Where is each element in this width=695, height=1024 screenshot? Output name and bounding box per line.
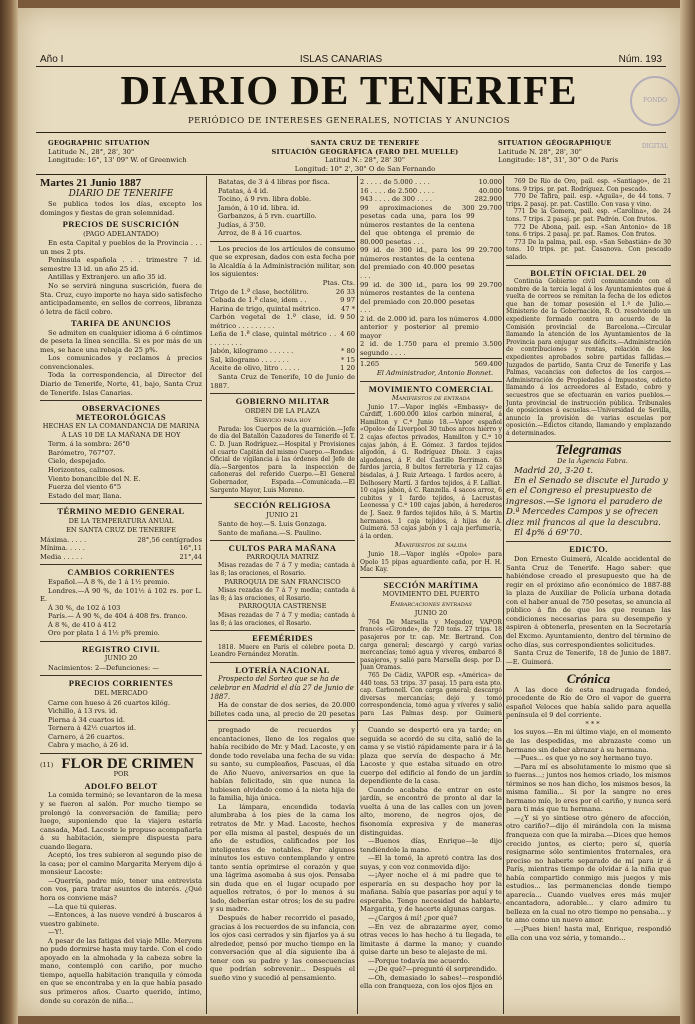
maritime-subtitle-2: Embarcaciones entradas: [390, 599, 472, 608]
civil-registry-text: Nacimientos: 2—Defunciones: —: [48, 663, 160, 672]
serial-text: [40, 791, 202, 1005]
military-subtitle-2: Servicio para hoy: [253, 416, 312, 425]
cereal-key: Cebada de 1.ª clase, idem . .: [210, 296, 307, 305]
cereal-value: 1 20: [340, 364, 355, 373]
weather-line: Estado del mar, llana.: [48, 491, 122, 500]
place-label: ISLAS CANARIAS: [299, 54, 383, 65]
small-masthead: DIARIO DE TENERIFE: [68, 188, 174, 199]
divider: [40, 400, 202, 401]
exchange-line: París.— Á 90 %, de 404 á 408 frs. franco.: [48, 612, 188, 621]
serial-paragraph: Cuando se despertó era ya tarde; en seguida se acordó de su cita, salió de la cama y se vistió rápidamente para ir á la plaza que servía de despacho á Mr. Lacoste y que estaba situado en otro cuerpo del edificio al fondo de un jardín dependiente de la casa.: [360, 726, 502, 786]
lottery-key: 943 . . . . de 300 . . . .: [360, 195, 433, 204]
market-line: Patatas, á 4 id.: [218, 186, 269, 195]
worship-title: CULTOS PARA MAÑANA: [228, 543, 337, 554]
parish-name: PARROQUIA DE SAN FRANCISCO: [224, 577, 341, 586]
masthead-subtitle: PERIÓDICO DE INTERESES GENERALES, NOTICIAS Y ANUNCIOS: [187, 116, 511, 126]
temperature-table: [40, 536, 202, 562]
market-line: Tocino, á 9 rvn. libra doble.: [218, 195, 312, 204]
weather-line: Cielo, despejado.: [48, 457, 106, 466]
cereals-signature: Santa Cruz de Tenerife, 10 de Junio de 1887.: [210, 373, 355, 390]
serial-paragraph: Aceptó, los tres subieron al segundo piso de la casa; por el camino Margarita Meryem dijo á monsieur Lacoste:: [40, 851, 202, 877]
ads-rate-title: TARIFA DE ANUNCIOS: [71, 318, 171, 329]
library-stamp-icon: FONDO DIGITAL: [630, 76, 680, 126]
serial-paragraph: —En vez de abrazarme ayer, como otras veces lo has hecho á tu llegada, te limitaste á darme la mano; y cuando quise darte un beso te alejaste de mi.: [360, 922, 502, 957]
chronicle-paragraph: —¡Pues bien! hasta mal, Enrique, respondió ella con una voz séria, y tomando...: [506, 925, 671, 942]
serial-paragraph: —Buenos días, Enrique—le dijo tendiéndole la mano.: [360, 837, 502, 854]
rule-under-geo: [36, 174, 666, 175]
cereal-key: Sal, kilogramo . . . . . . .: [210, 355, 289, 364]
lottery-intro: Prospecto del Sorteo que se ha de celebrar en Madrid el día 27 de Junio de 1887.: [210, 675, 354, 701]
divider: [210, 540, 355, 541]
newspaper-page: [18, 8, 680, 1016]
weather-list: [40, 440, 202, 500]
divider: [40, 641, 202, 642]
lottery-key: 16 . . . . de 2.500 . . . .: [360, 186, 435, 195]
serial-paragraph: —Querría, padre mío, tener una entrevista con vos, para tratar asuntos de interés. ¿Qué hora os conviene más?: [40, 876, 202, 903]
geo-center-lon: Longitud: 10° 2', 30" O de San Fernando: [294, 164, 436, 173]
serial-paragraph: Después de haber recorrido el pasado, gracias á los recuerdos de su infancia, con los ojos casi cerrados y sin fijarlos ya á su alrededor, pensó por mucho tiempo en la conversación que al día siguiente iba á tener con su padre y las consecuencias que podrían sobrevenir... Después el sueño vino y sucedió al pensamiento.: [210, 914, 355, 982]
chronicle-text: [506, 686, 671, 942]
religious-text-2: Santo de mañana.—S. Paulino.: [218, 528, 322, 537]
arrivals-list: [506, 178, 671, 262]
military-title: GOBIERNO MILITAR: [235, 396, 330, 407]
weather-subtitle: HECHAS EN LA COMANDANCIA DE MARINA Á LAS 10 DE LA MAÑANA DE HOY: [42, 422, 200, 439]
lottery-value: 29.700: [478, 280, 502, 289]
serial-paragraph: A pesar de las fatigas del viaje Mlle. Meryem no pudo dormirse hasta muy tarde. Con el codo apoyado en la almohada y la cabeza sobre la mano, contempló con cariño, por mucho tiempo, aquella habitación tranquila y cómoda en que se encontraba y en la que había pasado sus primeros años. Cuarto querido, íntimo, donde su corazón de niña...: [40, 936, 202, 1005]
temperature-sub1: DE LA TEMPERATURA ANUAL: [68, 516, 174, 525]
cereal-row: [210, 356, 355, 365]
lottery-key: 2 id. de 1.750 para el premio segundo . . . .: [360, 340, 479, 357]
exchange-line: Londres.—Á 90 %, de 101½ á 102 rs. por L. E.: [40, 586, 202, 604]
ship-entry: 769 De Río de Oro, pail. esp. «Santiago», de 21 tons. 9 trips. pr. pat. Rodríguez. Con pescado.: [506, 178, 671, 193]
market-line: Vichillo, á 13 rvs. id.: [48, 707, 118, 716]
edict-title: EDICTO.: [569, 544, 608, 555]
lottery-key: 2 . . . . de 5.000 . . . .: [360, 178, 430, 186]
lottery-signature: El Administrador, Antonio Bonnet.: [376, 369, 494, 378]
telegrams-agency: De la Agencia Fabra.: [557, 457, 628, 466]
parish-name: PARROQUIA MATRIZ: [246, 552, 319, 561]
cereal-row: [210, 330, 355, 347]
cereal-value: * 15: [341, 355, 355, 364]
temp-key: Media . . . . .: [40, 552, 83, 561]
cereal-value: 47 *: [341, 304, 355, 313]
serial-paragraph: Cuando acababa de entrar en este jardín, se encontró de pronto al dar la vuelta á una de las calles con un joven alto, moreno, de negros ojos, de fisonomía expresiva y de maneras distinguidas.: [360, 785, 502, 837]
subscription-line: Antillas y Extranjero. un año 35 id.: [48, 273, 167, 282]
serial-paragraph: pregnado de recuerdos y encantaciones, lleno de los regalos que había recibido de Mr. y Mad. Lacoste, y en donde todo revelaba una fecha de su vida: su santo, su cumpleaños, Pascuas, el día de Año Nuevo, aniversarios en que la habían felicitado, sin que nunca la hubiesen olvidado como á la nieta hija de la familia, hija única.: [210, 726, 355, 803]
commerce-text-2: Junio 18.—Vapor inglés «Opolo» para Opolo 15 pipas aguardiente caña, por H. H. Mac Kay.: [360, 550, 502, 574]
chronicle-paragraph: los suyos.—En mi último viaje, en el momento de las despedidas, me abrazaste como un hermano sin deber abrazar á su hermana.: [506, 728, 671, 754]
rule-under-subtitle: [36, 132, 666, 133]
serial-paragraph: La lámpara, encendida todavía alumbraba á los pies de la cama los retratos de Mr. y Mad. Lacoste, hechos por ella misma al pastel, después de un año de estudios, calificados por los inteligentes de notables. Por algunos minutos los estuvo contemplando y entre tanto sentía oprimirse el corazón y que una lágrima asomaba á sus ojos. Pensaba sin duda que en el lugar ocupado por aquellos retratos, ó por lo menos á su lado, deberían estar otros; los de su padre y su madre.: [210, 802, 355, 914]
market-line: Cabra y macho, á 26 id.: [48, 741, 129, 750]
ephemerides-title: EFEMÉRIDES: [252, 633, 313, 644]
divider: [40, 564, 202, 565]
market-line: Garbanzos, á 5 rvn. cuartillo.: [218, 212, 317, 221]
column-rule-2: [357, 176, 358, 1014]
temp-key: Máxima. . . . .: [40, 535, 87, 544]
lottery-value: 3.500: [482, 340, 502, 349]
year-label: Año I: [40, 54, 64, 65]
cereal-value: * 80: [341, 347, 355, 356]
lottery-value: 40.000: [478, 186, 502, 195]
issue-number: Núm. 193: [618, 54, 662, 65]
lottery-value: 29.700: [478, 203, 502, 212]
geo-right-lat: Latitude N. 28°, 28', 30": [498, 147, 582, 156]
religious-text: Santo de hoy.—S. Luis Gonzaga.: [218, 520, 327, 529]
subscription-line: Península española . . . trimestre 7 id. semestre 13 id. un año 25 id.: [40, 256, 202, 273]
divider: [360, 381, 502, 382]
cereals-head: [210, 279, 355, 288]
book-binding: [0, 0, 18, 1024]
lottery-key: 2 id. de 2.000 id. para los números anterior y posterior al premio mayor: [360, 314, 479, 340]
weather-line: Barómetro, 767°07.: [48, 448, 116, 457]
divider: [210, 497, 355, 498]
geo-left: [48, 139, 198, 165]
religious-title: SECCIÓN RELIGIOSA: [234, 500, 331, 511]
chronicle-paragraph: A las doce de esta madrugada fondeó, procedente de Río de Oro el vapor de guerra español Veloces que había salido para aquella península el 9 del corriente.: [506, 685, 671, 720]
cereal-key: Trigo de 1.ª clase, hectólitro.: [210, 287, 309, 296]
market-line: Jamón, á 10 id. libra. id.: [218, 203, 300, 212]
geo-right-lon: Longitude: 18°, 31', 30" O de Paris: [498, 156, 619, 164]
military-text: Parada: los Cuerpos de la guarnición.—Jefe de día del Batallón Cazadores de Tenerife el T. C. D. Juan Rodríguez.—Hospital y Provisiones el cuarto Capitán del mismo Cuerpo.—Rondas: Oficial de vigilancia á las órdenes del Jefe de día.—Sargentos para la inspección de cañoneras del referido Cuerpo.—El General Gobernador, Espada.—Comunicada.—El Sargento Mayor, Luis Moreno.: [210, 425, 355, 494]
military-subtitle: ORDEN DE LA PLAZA: [245, 406, 320, 415]
lottery-value: 4.000: [482, 314, 502, 323]
divider: [360, 358, 502, 359]
cereal-key: Harina de trigo, quintal métrico.: [210, 304, 321, 313]
serial-paragraph: —La que tú quieras.: [48, 902, 117, 911]
cereal-key: Jabón, kilogramo . . . . . .: [210, 347, 294, 356]
weather-line: Horizontes, calimosos.: [48, 465, 125, 474]
geo-right: [498, 139, 668, 165]
divider: [506, 669, 671, 670]
temp-value: 21°,44: [179, 552, 202, 561]
column-2: [210, 178, 355, 718]
lottery-prizes: [360, 178, 502, 357]
telegrams-place: Madrid 20, 3-20 t.: [514, 465, 594, 476]
market-line: Judías, á 3'50.: [218, 220, 266, 229]
column-rule-1: [206, 176, 207, 1014]
geo-left-heading: GEOGRAPHIC SITUATION: [48, 139, 150, 147]
chronicle-title: Crónica: [566, 671, 611, 687]
serial-continuation-1: [210, 726, 355, 1016]
market-line: Batatas, de 3 á 4 libras por fisca.: [218, 178, 330, 186]
weather-line: Viento bonancible del N. E.: [48, 474, 141, 483]
civil-registry-title: REGISTRO CIVIL: [82, 643, 160, 654]
civil-registry-date: JUNIO 20: [104, 654, 138, 663]
cereal-head-value: Ptas. Cts.: [322, 279, 355, 288]
divider: [210, 393, 355, 394]
ephemerides-text: 1818. Muere en París el célebre poeta D. Leandro Fernández Moratín.: [210, 643, 355, 659]
chronicle-paragraph: —Pues... es que yo no soy hermano tuyo.: [514, 754, 653, 763]
header-topline: [40, 54, 662, 65]
maritime-date: JUNIO 20: [414, 609, 448, 618]
exchange-line: Á 8 %, de 410 á 412: [48, 620, 117, 629]
lottery-row: [360, 315, 502, 341]
lottery-row: [360, 195, 502, 204]
maritime-list: [360, 619, 502, 718]
market-prices-subtitle: DEL MERCADO: [94, 688, 148, 697]
ship-entry: 765 De Cádiz, VAPOR esp. «América» de 440 tons. 53 trips. 37 pasaj. 15 para esta pto. cap. Carbonell. Con carga general; descargó diversas mercancías; dejó y tomó correspondencia, tomó agua y víveres y salió para Las Palmas desp. por Guimerá: [360, 672, 502, 717]
rule-serial: [208, 720, 502, 721]
serial-paragraph: —Porque todavía me acuerdo.: [368, 956, 470, 965]
temperature-row: [40, 536, 202, 545]
exchange-line: Oro por plata 1 á 1½ p% premio.: [48, 629, 160, 638]
temp-value: 28°,56 centígrados: [137, 535, 202, 544]
serial-author: ADOLFO BELOT: [84, 780, 158, 791]
commerce-title: MOVIMIENTO COMERCIAL: [368, 383, 494, 394]
market-line: Pierna á 34 cuartos id.: [48, 715, 126, 724]
serial-title: FLOR DE CRIMEN: [61, 755, 194, 772]
exchange-title: CAMBIOS CORRIENTES: [67, 567, 175, 578]
lottery-key: 99 id. de 300 id., para los 99 números restantes de la centena del premiado con 40.000 pesetas . . .: [360, 246, 475, 281]
ads-rate-text: Se admiten en cualquier idioma á 6 céntimos de peseta la línea sencilla. Si es por más de un mes, se hace una rebaja de 25 p%.: [40, 328, 202, 354]
parish-text: Misas rezadas de 7 á 7 y media; cantada á las 8; las oraciones, el Rosario.: [210, 562, 355, 578]
parish-text: Misas rezadas de 7 á 7 y media; cantada á las 8; á las oraciones, el Rosario.: [210, 587, 355, 602]
serial-paragraph: —¿De qué?—preguntó él sorprendido.: [368, 965, 498, 974]
religious-date: JUNIO 21: [266, 510, 299, 519]
column-3: [360, 178, 502, 718]
lottery-row: [360, 246, 502, 280]
geo-left-lon: Longitude: 16°, 13' 09" W. of Greenwich: [48, 156, 187, 164]
parish-text: Misas rezadas de 7 á 7 y media; cantada á las 8; á las oraciones, el Rosario.: [210, 612, 355, 627]
subscription-lines: [40, 239, 202, 316]
worship-list: [210, 554, 355, 627]
bulletin-text: Continúa Gobierno civil comunicando con el nombre de la tercia legal á los Ayuntamientos que á vuelta de correos se remitan la fecha de los edictos que han de tomar posesión el 1.º de Julio.—Ministerio de la Gobernación, R. O. resolviendo un expediente formado contra un acuerdo de la Comisión provincial de Barcelona.—Circular llamando la atención de los Ayuntamientos de la Provincia para enjugar sus déficits.—Administración de contribuciones y rentas, relación de los expedientes aprobados sobre partidas fallidas.—Juzgados de partido, Santa Cruz de Tenerife y Las Palmas, vacancias con defectos de los cargos.—Administración de Propiedades é Impuestos, edicto llamando á los acreedores al Estado, cobro y secuestros que se efectuarán en varios pueblos.—Junta provincial de instrucción pública. Tribunales de oposiciones á escuelas.—Universidad de Sevilla, anuncio la provisión de varias escuelas por oposición.—Edictos citando, llamando y emplazando á determinados.: [506, 278, 671, 437]
lottery-key: 99 id. de 300 id., para los 99 números restantes de la centena del premiado con 20.000 pesetas . . .: [360, 280, 475, 315]
geo-center-subheading: SITUACIÓN GEOGRÁFICA (FARO DEL MUELLE): [271, 147, 459, 156]
geo-center-heading: SANTA CRUZ DE TENERIFE: [310, 139, 420, 147]
cereals-intro: Los precios de los artículos de consumo que se expresan, dados con esta fecha por la Alcaldía á la Administración militar, son los siguientes:: [210, 244, 355, 279]
market-line: Arroz, de 8 á 16 cuartos.: [218, 229, 303, 238]
maritime-title: SECCIÓN MARÍTIMA: [383, 579, 479, 590]
commerce-subtitle: Manifiestos de entrada: [391, 394, 471, 403]
cereal-row: [210, 296, 355, 305]
lottery-key: 99 aproximaciones de 300 pesetas cada una, para los 99 números restantes de la centena del que obtenga el premio de 80.000 pesetas . . .: [360, 203, 475, 246]
ship-entry: 772 De Abona, pail. esp. «San Antonio» de 18 tons. 6 trips. 2 pasaj. pr. pat. Ramos. Con frutos.: [506, 223, 671, 239]
chronicle-paragraph: —Para mí es absolutamente lo mismo que si lo fueras...; juntos nos hemos criado, los mismos términos se nos han dicho, los mismos besos, la misma familia... Si por la sangre no eres hermano mío, lo eres por el cariño, y nunca será para ti más que tu hermana.: [506, 762, 671, 814]
ship-entry: 771 De la Gomera, pail. esp. «Carolina», de 24 tons. 7 trips. 2 pasaj. pr. pat. Padrón. Con frutos.: [506, 208, 671, 223]
divider: [40, 503, 202, 504]
correspondence-text: Toda la correspondencia, al Director del Diario de Tenerife, Norte, 41, bajo, Santa Cruz de Tenerife. Islas Canarias.: [40, 371, 202, 397]
subscription-line: No se servirá ninguna suscrición, fuera de Sta. Cruz, cuyo importe no haya sido satisfecho anticipadamente, en sellos de correos, libranza ó letra de fácil cobro.: [40, 282, 202, 316]
column-1: [40, 178, 202, 1013]
divider: [506, 441, 671, 442]
cereal-value: 9 50: [340, 313, 355, 322]
publication-note: Se publica todos los días, excepto los domingos y fiestas de gran solemnidad.: [40, 200, 202, 217]
serial-por: POR: [113, 770, 129, 779]
exchange-list: [40, 578, 202, 638]
serial-paragraph: —¿Cargos á mí! ¿por qué?: [368, 914, 458, 923]
ship-entry: 764 De Marsella y Megador, VAPOR francés «Gironde», de 720 tons. 27 trips. 18 pasajeros por tr. cap. Mr. Bertrand. Con carga general; descargó y cargó varias mercancías; tomó agua y víveres, embarcó 8 pasajeros, y salió para Marsella desp. por D. Juan Oramas.: [360, 618, 502, 672]
market-line: Carnero, á 26 cuartos.: [48, 732, 125, 741]
geo-left-lat: Latitude N., 28°, 28', 30": [48, 147, 135, 156]
lottery-row: [360, 178, 502, 187]
telegrams-text: En el Senado se discute el Jurado y en el Congreso el presupuesto de ingresos.—Se ignora el paradero de D.ª Mercedes Campos y se ofrecen diez mil francos al que la descubra.: [506, 476, 668, 528]
commerce-text: Junio 17.—Vapor inglés «Embassy» de Cardiff, 1.600.000 kilos carbón mineral, á Hamilton y C.ª Junio 18.—Vapor español «Opolo» de Liverpool 30 tubos arcos hierro y 2 cajas efectos privados, Hamilton y C.ª 10 cajas jabón, á E. Gómez. 3 fardos tejidos algodón, á G. Rodríguez Dhoiz. 3 cajas algodones, á F. del Castillo Berriman. 63 fardos jarcia, 8 bultos ferretería y 12 cajas bisdalas, á J. Ruiz Arteaga. 1 fardos acero, á Delhosery Martí. 3 fardos tejidos, á F. Lalliat. 10 cajas jabón, á C. Ranzella. 4 sacos arroz, 6 cubitos y 1 fardo tejidos, á Lacrustas Leonessa y C.ª 100 cajas jabón, á herederos de J. Saez. 9 fardos tejidos hilo, á S. Martin hermanos. 1 caja tejidos, á hijas de A. Guimerá. 53 cajas jabón y 1 caja perfumería, á la orden.: [360, 403, 502, 540]
market-line: Ternera á 42½ cuartos id.: [48, 724, 136, 733]
serial-paragraph: —Entonces, á las nueve vendré á buscaros á vuestro gabinete.: [40, 911, 202, 928]
weather-title: OBSERVACIONES METEOROLÓGICAS: [75, 403, 167, 422]
temperature-title: TÉRMINO MEDIO GENERAL: [57, 506, 185, 517]
commerce-subtitle-2: Manifiestos de salida: [395, 541, 467, 550]
lottery-text: Ha de constar de dos series, de 20.000 billetes cada una, al precio de 20 pesetas: [210, 701, 355, 718]
issue-date: Martes 21 Junio 1887: [40, 178, 142, 189]
telegrams-bolsa: El 4p% á 69'70.: [514, 528, 583, 539]
ship-entry: 773 De la palma, pail. esp. «San Sebastián» de 30 tons. 10 trips. pr. pat. Casanova. Con pescado salado.: [506, 238, 671, 261]
lottery-row: [360, 281, 502, 315]
telegrams-title: Telegramas: [555, 442, 622, 458]
cereal-key: Aceite de olivo, litro . . . . .: [210, 364, 300, 373]
market-line: Carne con hueso á 26 cuartos kilóg.: [48, 698, 171, 707]
serial-paragraph: —¡Ayer noche el á mi padre que te esperaría en su despacho hoy por la mañana. Sabía que pasarías por aquí y te esperaba. Tengo necesidad de hablarte, Margarita, y de hacerte algunas cargas.: [360, 871, 502, 914]
cereal-value: 4 60: [340, 330, 355, 339]
lottery-row: [360, 204, 502, 247]
divider: [360, 577, 502, 578]
cereal-row: [210, 313, 355, 330]
cereal-row: [210, 347, 355, 356]
divider: [506, 265, 671, 266]
parish-name: PARROQUIA CASTRENSE: [238, 602, 327, 611]
serial-paragraph: La comida terminó; se levantaron de la mesa y se fueron al salón. Por mucho tiempo se prolongó la conversación de familia; pero luego, suponiendo que la viajera estaría cansada, Mad. Lacoste le propuso acompañarla á su habitación, siempre dispuesta para cuando llegara.: [40, 791, 202, 851]
cereal-key: Leña de 1.ª clase, quintal métrico . . . . . . . . . .: [210, 330, 337, 347]
geo-right-heading: SITUATION GÉOGRAPHIQUE: [498, 139, 612, 147]
temp-key: Mínima. . . . .: [40, 544, 85, 553]
exchange-line: Español.—Á 8 %, de 1 á 1½ premio.: [48, 577, 170, 586]
chronicle-separator: * * *: [585, 719, 600, 728]
lottery-value: 282.900: [474, 195, 502, 204]
lottery-total: [360, 360, 502, 369]
lottery-total-value: 569.400: [474, 360, 502, 369]
edict-text: Don Ernesto Guimerá, Alcalde accidental de Santa Cruz de Tenerife. Hago saber: que habiéndose creado el presupuesto que ha de regir en el próximo año económico de 1887-88 la plaza de Auxiliar de Policía urbana dotada con el haber anual de 750 pesetas, se anuncia al público á fin de que los que reunan las condiciones necesarias para su desempeño y aspiren á obtenerla, presenten en la Secretaría del Excmo. Ayuntamiento, dentro del término de ocho días, sus correspondientes solicitudes.: [506, 555, 671, 649]
cereal-value: 9 97: [340, 296, 355, 305]
cereals-table: [210, 288, 355, 373]
geo-center: [250, 139, 480, 173]
divider: [40, 675, 202, 676]
ship-entry: 770 De Tafira, pail. esp. «Aguila», de 44 tons. 7 trips. 2 pasaj. pr. pat. Castillo. Con vasa y vino.: [506, 193, 671, 208]
serial-continuation-2: [360, 726, 502, 1016]
lottery-value: 29.700: [478, 246, 502, 255]
temperature-row: [40, 544, 202, 553]
cereal-value: 26 33: [335, 287, 355, 296]
maritime-subtitle: MOVIMIENTO DEL PUERTO: [382, 590, 480, 599]
serial-paragraph: —Oh, demasiado lo sabes!—respondió ella con franqueza, con los ojos fijos en: [360, 973, 502, 991]
column-4: [506, 178, 671, 1013]
serial-paragraph: —Y!.: [48, 928, 64, 937]
geo-center-lat: Latitud N.: 28°, 28' 30": [324, 156, 406, 164]
bulletin-title: BOLETÍN OFICIAL DEL 20: [530, 267, 647, 278]
page-edge: [680, 0, 695, 1024]
temperature-sub2: EN SANTA CRUZ DE TENERIFE: [66, 526, 176, 535]
cereal-row: [210, 288, 355, 297]
divider: [210, 630, 355, 631]
cereal-row: [210, 305, 355, 314]
column-rule-3: [503, 176, 504, 1014]
temperature-row: [40, 553, 202, 562]
market-prices-list: [40, 699, 202, 750]
lottery-value: 10.000: [478, 178, 502, 186]
serial-paragraph: —El la tomó, la apretó contra las dos suyas, y con voz conmovida dijo:: [360, 854, 502, 871]
lottery-title: LOTERÍA NACIONAL: [235, 664, 330, 675]
weather-line: Fuerza del viento 6°5: [48, 483, 122, 492]
comunicados-text: Los comunicados y reclamos á precios convencionales.: [40, 354, 202, 371]
lottery-row: [360, 187, 502, 196]
temp-value: 16°,11: [179, 544, 202, 553]
divider: [40, 753, 202, 754]
lottery-total-count: 1.265: [360, 360, 380, 369]
subscription-subtitle: (PAGO ADELANTADO): [83, 229, 159, 238]
market-prices-title: PRECIOS CORRIENTES: [68, 678, 174, 689]
subscription-line: En esta Capital y pueblos de la Provincia . . . un mes 2 pts.: [40, 239, 202, 256]
lottery-row: [360, 340, 502, 357]
exchange-line: Á 30 %, de 102 á 103: [48, 603, 121, 612]
weather-line: Term. á la sombra: 26°0: [48, 440, 130, 449]
edict-signature: Santa Cruz de Tenerife, 18 de Junio de 1887.—E. Guimerá.: [506, 649, 671, 666]
chronicle-paragraph: —¿Y si yo sintiese otro género de afección, otro cariño?—dijo él mirándola con la misma franqueza con que la miraba.—Dices que hemos crecido juntos, es cierto; pero sí, quería resignarme sólo sentimientos fraternales, era preciso no haberte separado de mí para ir á París, mientras tiempo de olvidar á la niña que había compartido conmigo mis juegos y mis estudios... las permanencias donde tiempo aparecía... Cuando vuelves eres más mujer encantadora, adorable... y claro admiro tu belleza en la cual no otro tiempo no pensaba... y te amo como un nuevo amor.: [506, 813, 671, 925]
serial-number: (11): [40, 760, 54, 769]
divider: [210, 662, 355, 663]
subscription-title: PRECIOS DE SUSCRICIÓN: [62, 219, 180, 230]
divider: [506, 541, 671, 542]
masthead-title: DIARIO DE TENERIFE: [120, 67, 578, 113]
cereal-key: Carbón vegetal de 1.ª clase, id. métrico . . . . . . . . .: [210, 313, 337, 330]
divider: [210, 241, 355, 242]
market-list: [210, 178, 355, 238]
cereal-row: [210, 364, 355, 373]
